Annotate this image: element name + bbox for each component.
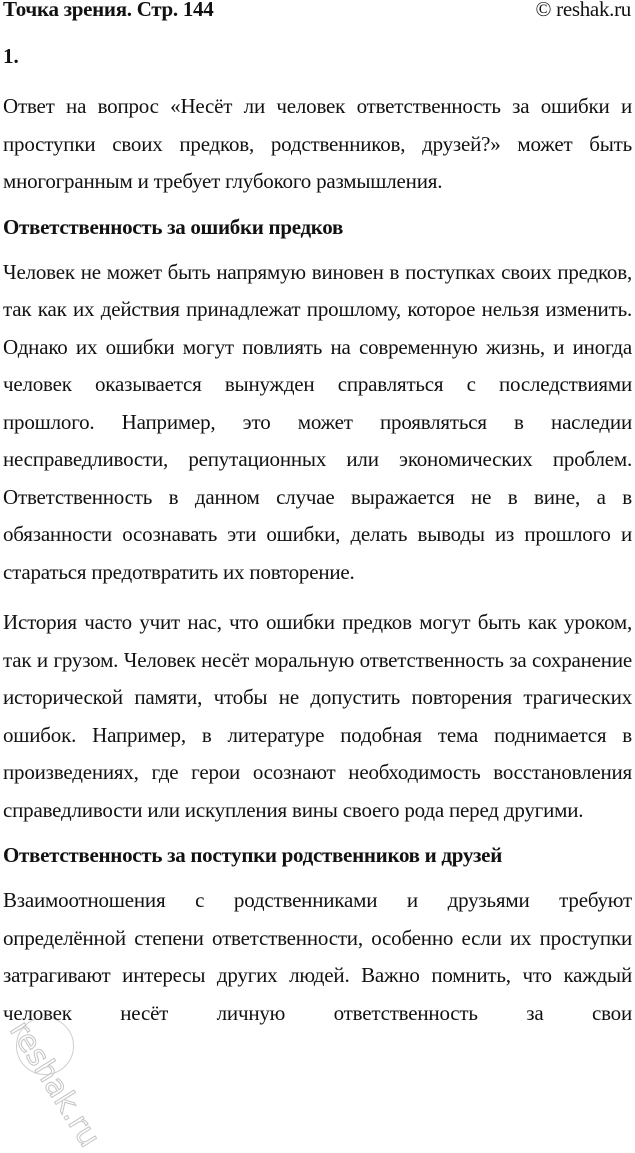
task-number: 1.: [3, 44, 19, 68]
page-title: Точка зрения. Стр. 144: [3, 0, 214, 21]
page-header: [0, 0, 635, 24]
section-heading-ancestors: Ответственность за ошибки предков: [3, 214, 344, 239]
answer-content: [3, 88, 632, 1045]
watermark-text: reshak.ru: [2, 1015, 107, 1153]
section-heading-relatives-friends: Ответственность за поступки родственников и друзей: [3, 843, 502, 867]
copyright-label: © reshak.ru: [535, 0, 631, 21]
paragraph: История часто учит нас, что ошибки предков могут быть как уроком, так и грузом. Человек несёт моральную ответственность за сохранение исторической памяти, чтобы не допустить повторения трагических ошибок. Например, в литературе подобная тема поднимается в произведениях, где герои осознают необходимость восстановления справедливости или искупления вины своего рода перед другими.: [3, 610, 632, 822]
paragraph: Взаимоотношения с родственниками и друзьями требуют определённой степени ответственности, особенно если их проступки затрагивают интересы других людей. Важно помнить, что каждый человек несёт личную ответственность за свои: [3, 888, 632, 1025]
intro-paragraph: Ответ на вопрос «Несёт ли человек ответственность за ошибки и проступки своих предков, родственников, друзей?» может быть многогранным и требует глубокого размышления.: [3, 94, 632, 193]
paragraph: Человек не может быть напрямую виновен в поступках своих предков, так как их действия принадлежат прошлому, которое нельзя изменить. Однако их ошибки могут повлиять на современную жизнь, и иногда человек оказывается вынужден справляться с последствиями прошлого. Например, это может проявляться в наследии несправедливости, репутационных или экономических проблем. Ответственность в данном случае выражается не в вине, а в обязанности осознавать эти ошибки, делать выводы из прошлого и стараться предотвратить их повторение.: [3, 259, 632, 584]
